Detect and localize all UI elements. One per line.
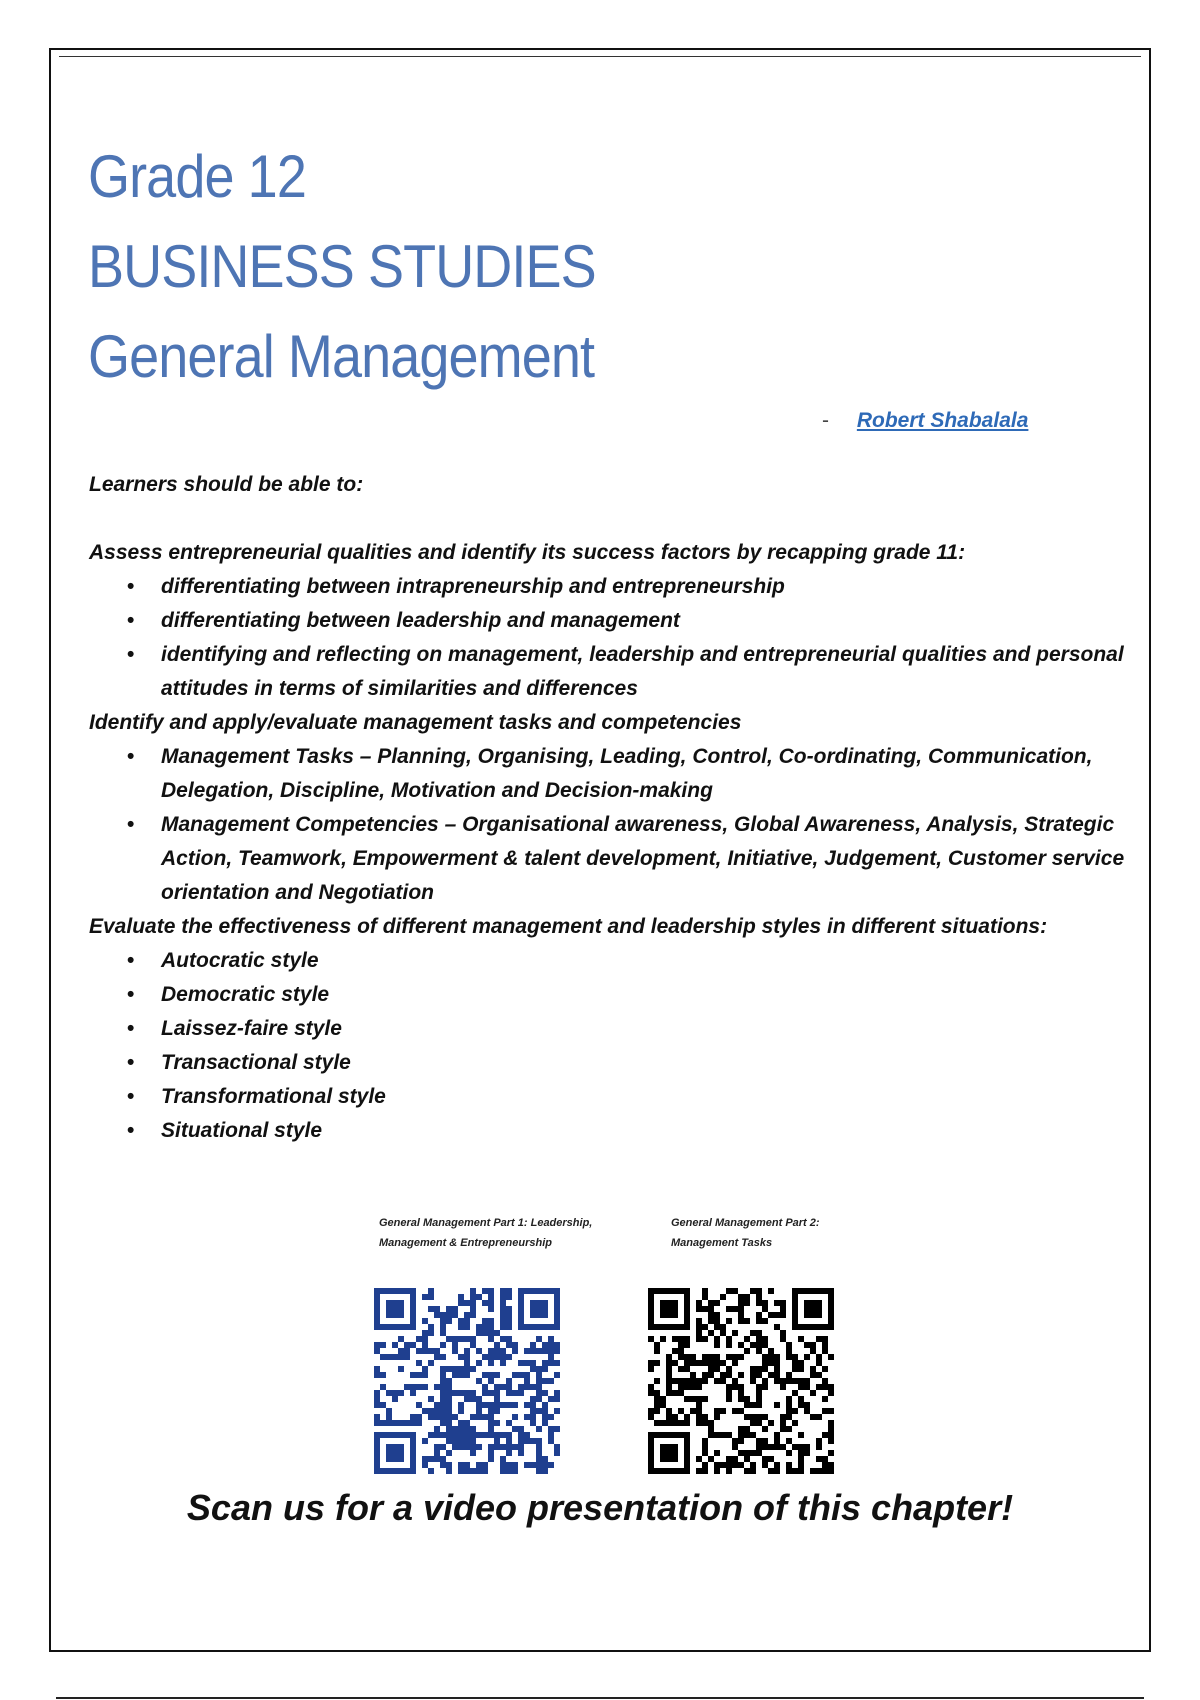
qr-finder-pattern <box>377 1435 413 1471</box>
bullet-text: Transformational style <box>161 1085 386 1108</box>
qr-caption-part-2: General Management Part 2: Management Tasks <box>671 1217 820 1249</box>
author-dash: - <box>822 409 829 432</box>
bullet-item <box>127 944 1129 978</box>
author-link[interactable]: Robert Shabalala <box>856 409 1029 432</box>
title-topic: General Management <box>88 323 595 390</box>
section-heading: Identify and apply/evaluate management tasks and competencies <box>89 711 742 734</box>
bullet-icon: • <box>127 1017 135 1040</box>
border-inner-line <box>59 56 1141 57</box>
bullet-list <box>89 944 1129 1148</box>
bullet-item <box>127 1114 1129 1148</box>
bullet-text: identifying and reflecting on management, leadership and entrepreneurial qualities and personal attitudes in terms of similarities and differences <box>161 643 1124 700</box>
learning-outcomes <box>89 536 1129 1148</box>
bullet-icon: • <box>127 575 135 598</box>
bullet-item <box>127 1012 1129 1046</box>
qr-code-part-2[interactable] <box>648 1288 834 1474</box>
qr-caption-part-1: General Management Part 1: Leadership, Management & Entrepreneurship <box>379 1217 593 1249</box>
bullet-item <box>127 604 1129 638</box>
bullet-icon: • <box>127 813 135 836</box>
qr-finder-pattern <box>521 1291 557 1327</box>
bullet-text: Autocratic style <box>161 949 319 972</box>
bullet-list <box>89 740 1129 910</box>
author-line <box>822 409 1028 433</box>
bullet-item <box>127 1080 1129 1114</box>
bullet-item <box>127 1046 1129 1080</box>
bullet-item <box>127 978 1129 1012</box>
bullet-text: Transactional style <box>161 1051 351 1074</box>
bullet-icon: • <box>127 643 135 666</box>
qr-finder-pattern <box>795 1291 831 1327</box>
bullet-icon: • <box>127 1051 135 1074</box>
bullet-icon: • <box>127 983 135 1006</box>
bullet-text: Management Competencies – Organisational awareness, Global Awareness, Analysis, Strategic Action, Teamwork, Empowerment & talent development, Initiative, Judgement, Customer service orientation and Negotiation <box>161 813 1125 904</box>
bullet-text: Situational style <box>161 1119 323 1142</box>
scan-prompt: Scan us for a video presentation of this chapter! <box>186 1487 1014 1528</box>
section-heading: Evaluate the effectiveness of different management and leadership styles in different situations: <box>89 915 1048 938</box>
title-subject: BUSINESS STUDIES <box>88 233 596 300</box>
qr-finder-pattern <box>377 1291 413 1327</box>
bullet-text: differentiating between leadership and management <box>161 609 680 632</box>
bullet-text: Laissez-faire style <box>161 1017 342 1040</box>
bullet-text: Democratic style <box>161 983 330 1006</box>
bullet-icon: • <box>127 609 135 632</box>
bullet-list <box>89 570 1129 706</box>
bullet-item <box>127 740 1129 808</box>
bullet-icon: • <box>127 1119 135 1142</box>
bullet-text: Management Tasks – Planning, Organising, Leading, Control, Co-ordinating, Communication, Delegation, Discipline, Motivation and Decision-making <box>161 745 1093 802</box>
intro-text: Learners should be able to: <box>89 473 364 496</box>
section-heading: Assess entrepreneurial qualities and identify its success factors by recapping grade 11: <box>89 541 966 564</box>
bullet-item <box>127 638 1129 706</box>
qr-finder-pattern <box>651 1435 687 1471</box>
qr-finder-pattern <box>651 1291 687 1327</box>
bullet-icon: • <box>127 949 135 972</box>
bullet-icon: • <box>127 1085 135 1108</box>
bullet-item <box>127 570 1129 604</box>
bullet-item <box>127 808 1129 910</box>
bullet-icon: • <box>127 745 135 768</box>
bullet-text: differentiating between intrapreneurship and entrepreneurship <box>161 575 785 598</box>
qr-code-part-1[interactable] <box>374 1288 560 1474</box>
title-grade: Grade 12 <box>88 143 306 210</box>
page-bottom-rule <box>56 1697 1144 1699</box>
